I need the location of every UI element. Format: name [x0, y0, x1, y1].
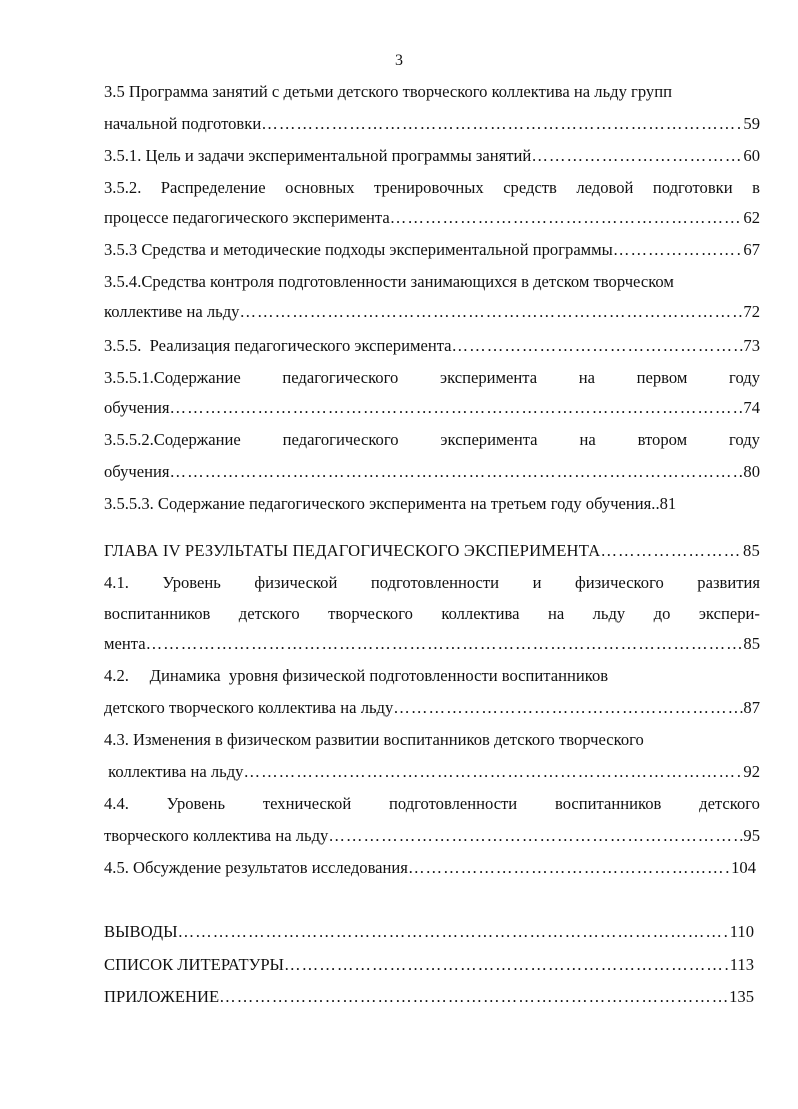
toc-page-number: 80 [743, 462, 760, 481]
dot-leader [531, 146, 743, 166]
word: развития [697, 573, 760, 592]
toc-entry-4-1 [104, 634, 760, 654]
dot-leader [178, 922, 730, 942]
toc-entry-title: 4.5. Обсуждение результатов исследования [104, 858, 408, 877]
page-number: 3 [395, 52, 403, 69]
word: до [653, 604, 671, 623]
dot-leader [452, 336, 744, 356]
toc-entry-title: 3.5.1. Цель и задачи экспериментальной программы занятий [104, 146, 532, 165]
toc-entry-title: коллективе на льду [104, 302, 240, 321]
word: детского [238, 604, 300, 623]
toc-entry-title: мента [104, 634, 146, 653]
toc-entry-4-2 [104, 698, 760, 718]
toc-entry-3-5-1 [104, 146, 760, 166]
toc-page-number: 60 [743, 146, 760, 165]
dot-leader [261, 114, 743, 134]
dot-leader [408, 858, 731, 878]
toc-page-number: 74 [743, 398, 760, 417]
toc-conclusions [104, 922, 754, 942]
toc-entry-3-5-2-line1 [104, 178, 760, 198]
word: Уровень [162, 573, 221, 592]
toc-entry-title: ВЫВОДЫ [104, 922, 178, 941]
toc-entry-3-5-3 [104, 240, 760, 260]
word: творческого [328, 604, 413, 623]
word: первом [636, 368, 688, 387]
toc-entry-4-4-line1 [104, 794, 760, 814]
word: на [578, 368, 595, 387]
word: в [752, 178, 760, 197]
dot-leader [284, 955, 730, 975]
toc-entry-title: творческого коллектива на льду [104, 826, 329, 845]
toc-entry-4-1-line1 [104, 573, 760, 593]
toc-page-number: 95 [743, 826, 760, 845]
word: на [579, 430, 596, 449]
toc-entry-3-5-2 [104, 208, 760, 228]
word: 4.1. [104, 573, 129, 592]
word: эксперимента [440, 430, 538, 449]
toc-entry-title: 3.5.3 Средства и методические подходы экспериментальной программы [104, 240, 613, 259]
toc-entry-3-5-5-3: 3.5.5.3. Содержание педагогического эксперимента на третьем году обучения..81 [104, 494, 677, 513]
word: коллектива [441, 604, 520, 623]
toc-page-number: 85 [743, 634, 760, 653]
word: на [547, 604, 565, 623]
toc-references [104, 955, 754, 975]
word: подготовленности [370, 573, 500, 592]
toc-entry-title: 3.5.5. Реализация педагогического эксперимента [104, 336, 452, 355]
dot-leader [613, 240, 744, 260]
toc-page-number: 72 [743, 302, 760, 321]
word: педагогического [282, 430, 399, 449]
word: детского [699, 794, 760, 813]
dot-leader [146, 634, 744, 654]
toc-entry-4-2-line1: 4.2. Динамика уровня физической подготовленности воспитанников [104, 666, 609, 685]
toc-entry-4-3 [104, 762, 760, 782]
toc-entry-3-5-4 [104, 302, 760, 322]
toc-page-number: 87 [743, 698, 760, 717]
toc-page-number: 135 [729, 987, 754, 1006]
word: технической [262, 794, 352, 813]
dot-leader [393, 698, 743, 718]
word: Распределение [160, 178, 266, 197]
dot-leader [600, 541, 743, 561]
word: и [532, 573, 542, 592]
word: основных [285, 178, 355, 197]
toc-entry-title: ГЛАВА IV РЕЗУЛЬТАТЫ ПЕДАГОГИЧЕСКОГО ЭКСПЕРИМЕНТА [104, 541, 601, 560]
word: экспери- [698, 604, 760, 623]
toc-page-number: 110 [729, 922, 754, 941]
dot-leader [170, 398, 744, 418]
toc-page-number: 67 [743, 240, 760, 259]
word: воспитанников [104, 604, 211, 623]
toc-entry-title: коллектива на льду [104, 762, 244, 781]
word: году [729, 430, 760, 449]
dot-leader [219, 987, 729, 1007]
toc-entry-3-5-5-2 [104, 462, 760, 482]
word: педагогического [282, 368, 399, 387]
toc-entry-3-5-5-1-line1 [104, 368, 760, 388]
word: 3.5.5.1.Содержание [104, 368, 241, 387]
toc-entry-title: детского творческого коллектива на льду [104, 698, 394, 717]
word: 3.5.2. [104, 178, 142, 197]
toc-page-number: 59 [743, 114, 760, 133]
word: ледовой [576, 178, 634, 197]
word: средств [503, 178, 557, 197]
word: физического [575, 573, 664, 592]
toc-page-number: 92 [743, 762, 760, 781]
toc-entry-3-5-line1: 3.5 Программа занятий с детьми детского творческого коллектива на льду групп [104, 82, 672, 101]
toc-page-number: 113 [729, 955, 754, 974]
toc-entry-3-5-4-line1: 3.5.4.Средства контроля подготовленности занимающихся в детском творческом [104, 272, 674, 291]
word: втором [637, 430, 688, 449]
word: тренировочных [374, 178, 484, 197]
toc-entry-title: процессе педагогического эксперимента [104, 208, 390, 227]
toc-chapter-4 [104, 541, 760, 561]
toc-entry-title: СПИСОК ЛИТЕРАТУРЫ [104, 955, 285, 974]
word: 3.5.5.2.Содержание [104, 430, 241, 449]
word: 4.4. [104, 794, 129, 813]
toc-entry-4-5 [104, 858, 756, 878]
toc-appendix [104, 987, 754, 1007]
toc-page-number: 62 [743, 208, 760, 227]
toc-entry-3-5-5-1 [104, 398, 760, 418]
dot-leader [239, 302, 743, 322]
dot-leader [328, 826, 743, 846]
word: эксперимента [439, 368, 538, 387]
toc-page-number: 104 [731, 858, 756, 877]
toc-entry-4-4 [104, 826, 760, 846]
toc-entry-4-1-line2 [104, 604, 760, 624]
dot-leader [170, 462, 744, 482]
toc-entry-title: обучения [104, 462, 170, 481]
word: Уровень [166, 794, 226, 813]
dot-leader [390, 208, 744, 228]
word: физической [254, 573, 338, 592]
word: подготовленности [389, 794, 518, 813]
toc-entry-title: начальной подготовки [104, 114, 262, 133]
word: воспитанников [554, 794, 662, 813]
toc-entry-title: обучения [104, 398, 170, 417]
word: льду [592, 604, 626, 623]
toc-entry-3-5-5 [104, 336, 760, 356]
word: году [729, 368, 760, 387]
toc-entry-3-5 [104, 114, 760, 134]
toc-entry-3-5-5-2-line1 [104, 430, 760, 450]
toc-entry-4-3-line1: 4.3. Изменения в физическом развитии воспитанников детского творческого [104, 730, 644, 749]
toc-entry-title: ПРИЛОЖЕНИЕ [104, 987, 220, 1006]
toc-page-number: 85 [743, 541, 760, 560]
word: подготовки [652, 178, 733, 197]
dot-leader [243, 762, 743, 782]
toc-page-number: 73 [743, 336, 760, 355]
